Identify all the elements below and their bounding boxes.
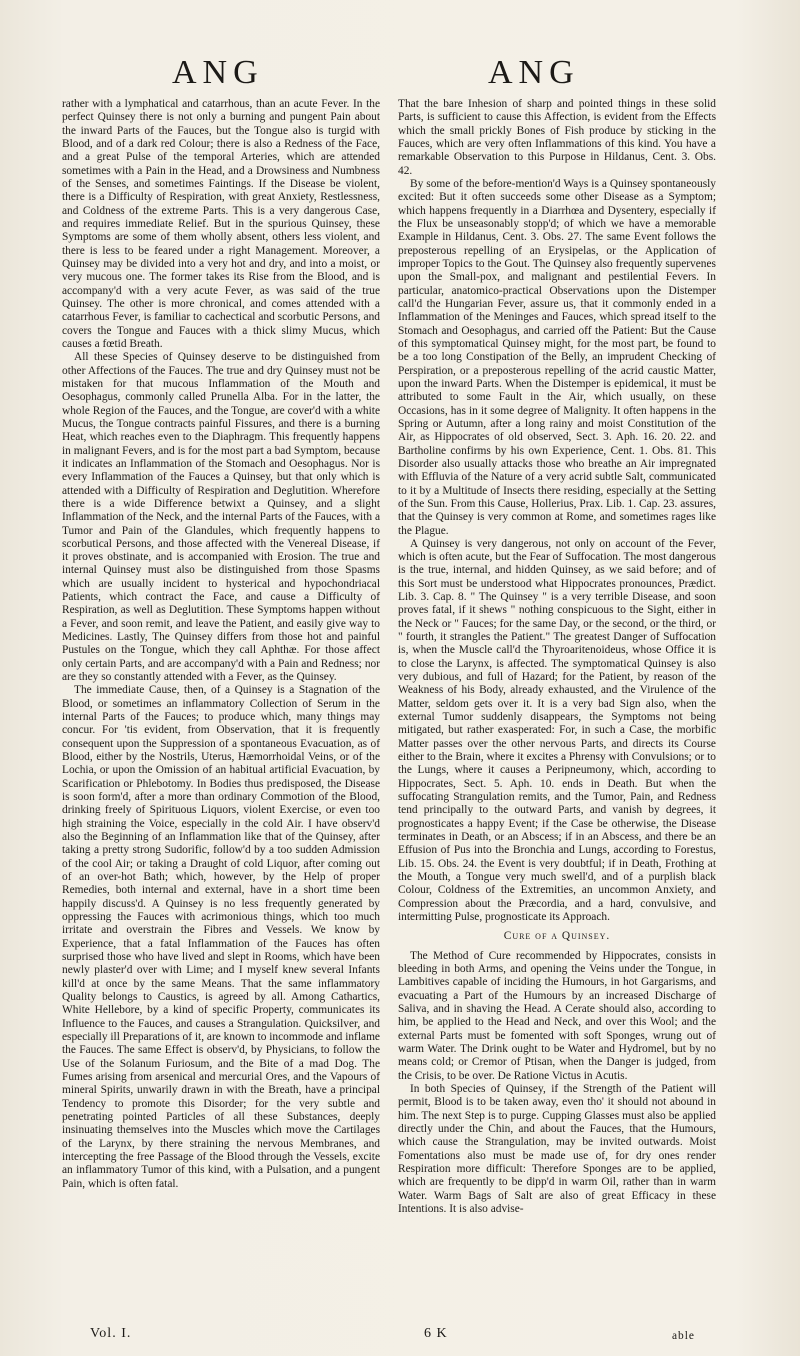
running-head-left: ANG bbox=[172, 54, 264, 91]
running-head-right: ANG bbox=[488, 54, 580, 91]
right-text-column bbox=[398, 98, 716, 1216]
section-heading-cure: Cure of a Quinsey. bbox=[503, 930, 611, 943]
paragraph: The immediate Cause, then, of a Quinsey is a Stagnation of the Blood, or sometimes an inflammatory Collection of Serum in the internal Parts of the Fauces; to produce which, many things may concur. For 'tis evident, from Observation, that it is frequently consequent upon the Suppression of a spontaneous Evacuation, as of Blood, either by the Nostrils, Uterus, Hæmorrhoidal Veins, or of the Lochia, or upon the Omission of an habitual artificial Evacuation, by Scarification or Phlebotomy. In Bodies thus predisposed, the Disease is soon form'd, after a more than ordinary Commotion of the Blood, drinking freely of Spirituous Liquors, violent Exercise, or even too high straining the Voice, especially in the cold Air. I have observ'd also the Beginning of an Inflammation like that of the Quinsey, after taking a pretty strong Sudorific, follow'd by a too sudden Admission of the cool Air; or taking a Draught of cold Liquor, after coming out of an over-hot Bath; which, however, by the Help of proper Remedies, both internal and external, have in a short time been happily discuss'd. A Quinsey is no less frequently generated by oppressing the Fauces with acrimonious things, which too much irritate and overstrain the Fibres and Vessels. We know by Experience, that a fatal Inflammation of the Fauces has often surprised those who have lived and slept in Rooms, which have been newly plaster'd over with Lime; and I myself knew several Infants kill'd at once by the same Means. That the same inflammatory Quality belongs to Caustics, is agreed by all. Among Cathartics, White Hellebore, by a kind of specific Property, communicates its Influence to the Fauces, and causes a Strangulation. Quicksilver, and especially ill Preparations of it, are known to incommode and inflame the Fauces. The same Effect is observ'd, by Physicians, to follow the Use of the Solanum Furiosum, and the Bite of a mad Dog. The Fumes arising from arsenical and mercurial Ores, and the Vapours of mineral Spirits, unwarily drawn in with the Breath, have a principal Tendency to promote this Disorder; for the very subtle and penetrating pointed Particles of all these Substances, deeply insinuating themselves into the Muscles which move the Cartilages of the Larynx, by there straining the nervous Membranes, and intercepting the free Passage of the Blood through the Vessels, excite an inflammatory Tumor of this kind, with a Pulsation, and a pungent Pain, which is often fatal. bbox=[62, 684, 380, 1190]
catchword: able bbox=[672, 1330, 695, 1342]
paragraph: In both Species of Quinsey, if the Strength of the Patient will permit, Blood is to be taken away, even tho' it should not abound in him. The next Step is to purge. Cupping Glasses must also be applied directly under the Chin, and about the Fauces, that the Humours, which cause the Strangulation, may be invited outwards. Moist Fomentations also must be made use of, for dry ones render Respiration more difficult: Therefore Sponges are to be applied, which are frequently to be dipp'd in warm Oil, rather than in warm Water. Warm Bags of Salt are also of great Efficacy in these Intentions. It is also advise- bbox=[398, 1082, 716, 1215]
paragraph: That the bare Inhesion of sharp and pointed things in these solid Parts, is sufficient to cause this Affection, is evident from the Effects which the small prickly Bones of Fish produce by sticking in the Fauces, which are very often Inflammations of this kind. You have a remarkable Observation to this Purpose in Hildanus, Cent. 3. Obs. 42. bbox=[398, 98, 716, 177]
paragraph: All these Species of Quinsey deserve to be distinguished from other Affections of the Fauces. The true and dry Quinsey must not be mistaken for that mucous Inflammation of the Mouth and Oesophagus, commonly called Prunella Alba. For in the latter, the whole Region of the Fauces, and the Tongue, are cover'd with a white Mucus, the Tongue contracts painful Fissures, and there is a burning Heat, which reaches even to the Diaphragm. This frequently happens in malignant Fevers, and is for the most part a bad Symptom, because it indicates an Inflammation of the Stomach and Oesophagus. Nor is every Inflammation of the Fauces a Quinsey, but that only which is attended with a Difficulty of Respiration and Deglutition. Wherefore there is a wide Difference betwixt a Quinsey, and a slight Inflammation of the Neck, and the internal Parts of the Fauces, with a Tumor and Pain of the Glandules, which frequently happens to scorbutical Persons, and those affected with the Venereal Disease, if it proves obstinate, and is accompanied with Erosion. The true and internal Quinsey must also be distinguished from those Spasms which are usually incident to hysterical and hypochondriacal Patients, which contract the Face, and cause a Difficulty of Respiration, as well as Deglutition. These Symptoms happen without a Fever, and soon remit, and leave the Patient, and easily give way to Medicines. Lastly, The Quinsey differs from those hot and painful Pustules on the Tongue, which they call Aphthæ. For those affect only certain Parts, and are accompany'd with a Pain and Redness; nor are they so constantly attended with a Fever, as the Quinsey. bbox=[62, 351, 380, 684]
volume-number: Vol. I. bbox=[90, 1326, 132, 1341]
paragraph: A Quinsey is very dangerous, not only on account of the Fever, which is often acute, but the Fear of Suffocation. The most dangerous is the true, internal, and hidden Quinsey, as we said before; and of this Sort must be understood what Hippocrates pronounces, Prædict. Lib. 3. Cap. 8. " The Quinsey " is a very terrible Disease, and soon proves fatal, if it shews " nothing conspicuous to the Sight, either in the Neck or " Fauces; for the same Day, or the second, or the third, or " fourth, it strangles the Patient." The greatest Danger of Suffocation is, when the Muscle call'd the Thyroaritenoideus, whose Office it is to close the Larynx, is affected. The symptomatical Quinsey is also very dubious, and full of Hazard; for the Patient, by reason of the Weakness of his Body, already exhausted, and the Virulence of the Matter, seldom gets over it. It is a very bad Sign also, when the external Tumor suddenly disappears, the Symptoms not being mitigated, but rather exasperated: For, in such a Case, the morbific Matter passes over the other nervous Parts, and directs its Course either to the Brain, where it excites a Phrensy with Convulsions; or to the Lungs, where it causes a Peripneumony, which, according to Hippocrates, Sect. 5. Aph. 10. ends in Death. But when the suffocating Strangulation remits, and the Tumor, Pain, and Redness tend principally to the outward Parts, and vanish by degrees, it prognosticates a happy Event; if the Case be otherwise, the Disease terminates in Death, or an Abscess; if in an Abscess, and there be an Effusion of Pus into the Bronchia and Lungs, according to Forestus, Lib. 15. Obs. 24. the Event is very doubtful; if in Death, Frothing at the Mouth, a Tongue very much swell'd, and of a purplish black Colour, Coldness of the Extremities, an uncommon Anxiety, and Compression about the Præcordia, and a hard, convulsive, and intermitting Pulse, prognosticate its Approach. bbox=[398, 537, 716, 924]
paragraph: The Method of Cure recommended by Hippocrates, consists in bleeding in both Arms, and opening the Veins under the Tongue, in Lambitives capable of inciding the Humours, in hot Gargarisms, and evacuating a Part of the Humours by an increased Discharge of Saliva, and in shaving the Head. A Cerate should also, according to him, be applied to the Head and Neck, and over this Wool; and the external Parts must be fomented with soft Sponges, wrung out of warm Water. The Drink ought to be Water and Hydromel, but by no means cold; or Cremor of Ptisan, when the Danger is judged, from the Crisis, to be over. De Ratione Victus in Acutis. bbox=[398, 949, 716, 1082]
left-text-column bbox=[62, 98, 380, 1191]
paragraph: By some of the before-mention'd Ways is a Quinsey spontaneously excited: But it often succeeds some other Disease as a Symptom; which happens frequently in a Diarrhœa and Dysentery, especially if the Flux be unseasonably stopp'd; of which we have a memorable Example in Hildanus, Cent. 3. Obs. 27. The same Event follows the preposterous repelling of an Erysipelas, or the Application of improper Topics to the Gout. The Quinsey also frequently supervenes upon the Small-pox, and malignant and pestilential Fevers. In particular, anatomico-practical Observations upon the Distemper call'd the Hungarian Fever, assure us, that it commonly ended in a Inflammation of the Meninges and Fauces, which spread itself to the Stomach and Oesophagus, and carried off the Patient: But the Cause of this symptomatical Quinsey might, for the most part, be found to be a too long Constipation of the Belly, an imprudent Checking of Perspiration, or a preposterous repelling of the acrid caustic Matter, upon the inward Parts. When the Distemper is epidemical, it must be attributed to some Fault in the Air, which usually, on these Occasions, has in it some degree of Malignity. It often happens in the Spring or Autumn, after a long rainy and moist Constitution of the Air, as Hippocrates of old observed, Sect. 3. Aph. 16. 20. 22. and Bartholine confirms by his own Experience, Cent. 1. Obs. 81. This Disorder also usually attacks those who breathe an Air impregnated with Effluvia of the Nature of a very acrid subtle Salt, communicated to it by a Multitude of Insects there residing, especially at the Setting of the Sun. From this Cause, Hollerius, Prax. Lib. 1. Cap. 23. assures, that the Quinsey is very common at Rome, and sometimes rages like the Plague. bbox=[398, 177, 716, 537]
signature-mark: 6 K bbox=[424, 1326, 448, 1341]
paragraph: rather with a lymphatical and catarrhous, than an acute Fever. In the perfect Quinsey there is not only a burning and pungent Pain about the inward Parts of the Fauces, but the Tongue also is turgid with Blood, and of a dark red Colour; there is also a Redness of the Face, and a great Pulse of the temporal Arteries, which are attended sometimes with a Pain in the Head, and a Drowsiness and Numbness of the Senses, and sometimes Faintings. If the Disease be violent, there is a Difficulty of Respiration, with great Anxiety, Restlessness, and Coldness of the extreme Parts. This is a very dangerous Case, and requires immediate Relief. But in the spurious Quinsey, these Symptoms are some of them wholly absent, others less violent, and there is less to be feared under a right Management. Moreover, a Quinsey may be divided into a very hot and dry, and into a moist, or very mucous one. The former takes its Rise from the Blood, and is accompany'd with a very acute Fever, as was said of the true Quinsey. The other is more chronical, and comes attended with a catarrhous Fever, is familiar to cachectical and scorbutic Persons, and covers the Tongue and Fauces with a thick slimy Mucus, which causes a fœtid Breath. bbox=[62, 98, 380, 350]
